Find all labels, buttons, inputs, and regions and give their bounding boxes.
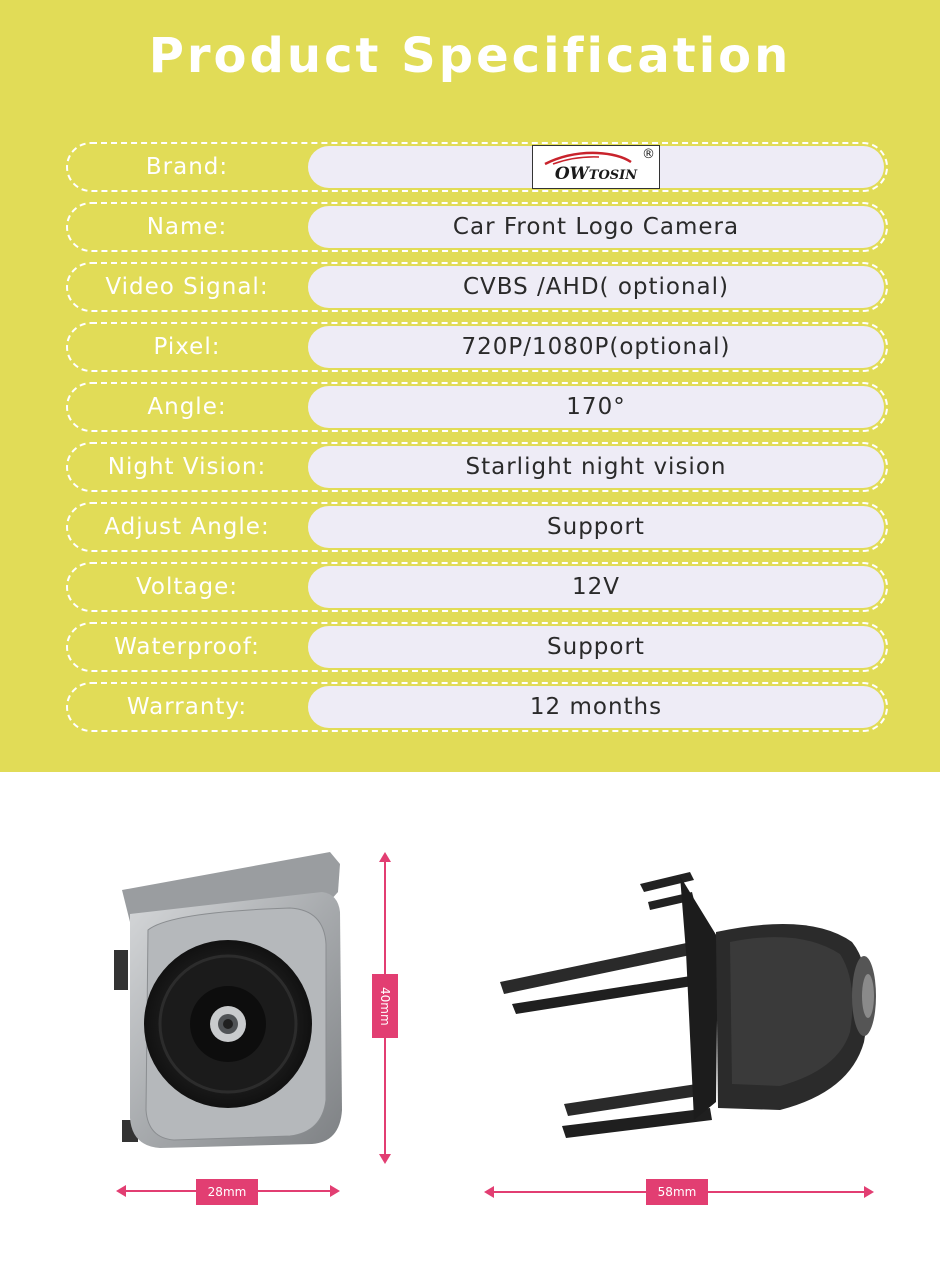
spec-row-adjust-angle [66,502,888,552]
spec-value: 170° [308,386,884,428]
spec-value: 12V [308,566,884,608]
spec-label: Brand: [145,154,229,180]
spec-value: CVBS /AHD( optional) [308,266,884,308]
spec-label: Name: [146,214,228,240]
spec-row-brand [66,142,888,192]
spec-label: Pixel: [153,334,221,360]
width-dimension-label: 28mm [196,1179,258,1205]
spec-label: Voltage: [135,574,239,600]
camera-front-view-image [100,852,360,1182]
spec-label: Waterproof: [114,634,260,660]
brand-wordmark [555,164,637,184]
spec-label: Angle: [147,394,227,420]
spec-row-night-vision [66,442,888,492]
brand-logo [532,145,660,189]
spec-label: Adjust Angle: [104,514,270,540]
spec-value: 720P/1080P(optional) [308,326,884,368]
spec-row-waterproof [66,622,888,672]
spec-label: Night Vision: [107,454,267,480]
length-dimension-label: 58mm [646,1179,708,1205]
brand-wordmark-main: OW [554,164,589,184]
registered-mark: ® [642,147,656,162]
spec-row-pixel [66,322,888,372]
camera-side-view-image [480,872,880,1162]
spec-row-angle [66,382,888,432]
spec-row-warranty [66,682,888,732]
height-dimension-label: 40mm [372,974,398,1038]
spec-value: Starlight night vision [308,446,884,488]
page-title: Product Specification [148,28,792,84]
spec-label: Warranty: [126,694,248,720]
spec-value: 12 months [308,686,884,728]
spec-row-name [66,202,888,252]
spec-value: Car Front Logo Camera [308,206,884,248]
spec-value-brand [308,146,884,188]
spec-row-video-signal [66,262,888,312]
spec-row-voltage [66,562,888,612]
spec-value: Support [308,506,884,548]
product-illustration-area [0,772,940,1275]
brand-wordmark-small: TOSIN [588,168,638,183]
car-swoosh-icon [539,150,635,166]
spec-label: Video Signal: [105,274,269,300]
spec-value: Support [308,626,884,668]
